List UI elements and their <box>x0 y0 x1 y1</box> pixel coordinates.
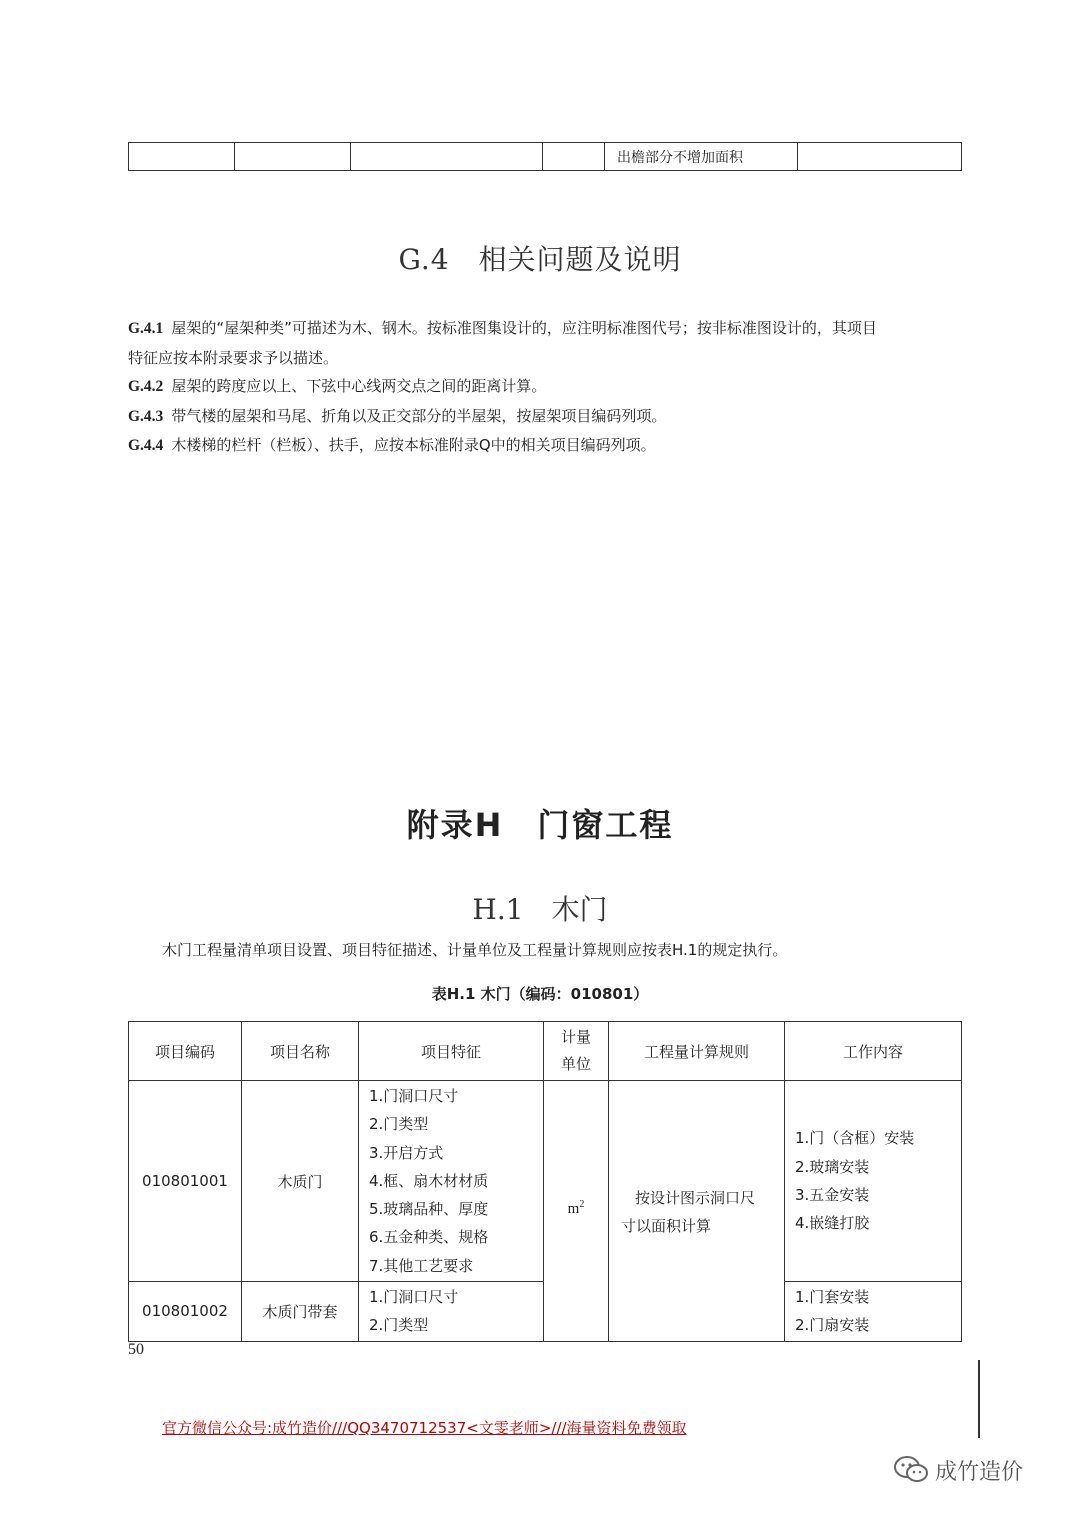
table-cell <box>129 143 235 171</box>
clause-text: 屋架的“屋架种类”可描述为木、钢木。按标准图集设计的，应注明标准图代号；按非标准图设计的，其项目 <box>171 319 877 337</box>
header-unit-line1: 计量 <box>560 1028 591 1046</box>
header-cell: 项目特征 <box>359 1022 544 1081</box>
clause-list <box>128 314 968 461</box>
work-line: 3.五金安装 <box>795 1186 870 1205</box>
clause-item <box>128 402 968 432</box>
header-cell: 工程量计算规则 <box>609 1022 785 1081</box>
work-line: 4.嵌缝打胶 <box>795 1214 870 1233</box>
item-code: 010801002 <box>129 1282 242 1342</box>
clause-text: 特征应按本附录要求予以描述。 <box>128 348 339 367</box>
feature-line: 5.玻璃品种、厚度 <box>369 1200 489 1219</box>
table-row <box>129 143 962 171</box>
table-cell <box>235 143 351 171</box>
calc-rule-line1: 按设计图示洞口尺 <box>635 1189 756 1207</box>
table-cell <box>798 143 962 171</box>
appendix-title: 附录H 门窗工程 <box>406 806 674 844</box>
header-cell: 项目名称 <box>242 1022 359 1081</box>
clause-item <box>128 431 968 461</box>
item-name: 木质门带套 <box>242 1282 359 1342</box>
feature-line: 1.门洞口尺寸 <box>369 1288 459 1307</box>
feature-line: 3.开启方式 <box>369 1143 444 1162</box>
work-line: 1.门套安装 <box>795 1288 870 1307</box>
calc-rule-line2: 寸以面积计算 <box>621 1217 712 1235</box>
item-code: 010801001 <box>129 1081 242 1282</box>
clause-item <box>128 372 968 402</box>
page-number: 50 <box>128 1341 144 1358</box>
unit-value: m <box>567 1201 580 1217</box>
feature-line: 6.五金种类、规格 <box>369 1228 489 1247</box>
table-row <box>129 1081 962 1282</box>
clause-text: 带气楼的屋架和马尾、折角以及正交部分的半屋架，按屋架项目编码列项。 <box>171 406 667 425</box>
feature-line: 2.门类型 <box>369 1316 429 1335</box>
clause-number: G.4.2 <box>128 378 164 395</box>
feature-line: 7.其他工艺要求 <box>369 1256 474 1275</box>
table-cell: 出檐部分不增加面积 <box>605 143 798 171</box>
margin-rule <box>978 1360 980 1438</box>
work-line: 2.门扇安装 <box>795 1316 870 1335</box>
unit-cell <box>544 1081 609 1342</box>
section-title-h1: H.1 木门 <box>472 893 608 926</box>
wood-door-table <box>128 1021 962 1342</box>
table-header-row <box>129 1022 962 1081</box>
table-caption: 表H.1 木门（编码：010801） <box>431 985 649 1003</box>
watermark <box>893 1455 1023 1491</box>
item-name: 木质门 <box>242 1081 359 1282</box>
feature-line: 4.框、扇木材材质 <box>369 1171 489 1190</box>
feature-line: 2.门类型 <box>369 1115 429 1134</box>
clause-text: 屋架的跨度应以上、下弦中心线两交点之间的距离计算。 <box>171 377 547 395</box>
clause-number: G.4.1 <box>128 320 164 337</box>
clause-text: 木楼梯的栏杆（栏板）、扶手，应按本标准附录Q中的相关项目编码列项。 <box>171 436 656 454</box>
header-cell: 工作内容 <box>785 1022 962 1081</box>
item-features <box>359 1282 544 1342</box>
wechat-icon <box>893 1455 929 1491</box>
header-cell: 项目编码 <box>129 1022 242 1081</box>
unit-superscript: 2 <box>579 1199 585 1210</box>
top-table-fragment <box>128 142 962 171</box>
footer-promo-link[interactable]: 官方微信公众号:成竹造价///QQ3470712537<文雯老师>///海量资料免费领取 <box>162 1419 687 1437</box>
item-features <box>359 1081 544 1282</box>
header-cell-unit <box>544 1022 609 1081</box>
clause-number: G.4.3 <box>128 407 164 425</box>
table-cell <box>351 143 543 171</box>
work-line: 2.玻璃安装 <box>795 1157 870 1176</box>
calc-rule <box>609 1081 785 1342</box>
feature-line: 1.门洞口尺寸 <box>369 1087 459 1105</box>
intro-paragraph: 木门工程量清单项目设置、项目特征描述、计量单位及工程量计算规则应按表H.1的规定执行。 <box>162 941 788 959</box>
clause-item <box>128 314 968 344</box>
clause-number: G.4.4 <box>128 437 164 454</box>
table-cell <box>543 143 605 171</box>
work-content <box>785 1081 962 1282</box>
work-content <box>785 1282 962 1342</box>
section-title-g4: G.4 相关问题及说明 <box>398 243 682 276</box>
watermark-text: 成竹造价 <box>935 1460 1024 1485</box>
work-line: 1.门（含框）安装 <box>795 1129 915 1148</box>
clause-item <box>128 344 968 373</box>
header-unit-line2: 单位 <box>560 1055 591 1073</box>
